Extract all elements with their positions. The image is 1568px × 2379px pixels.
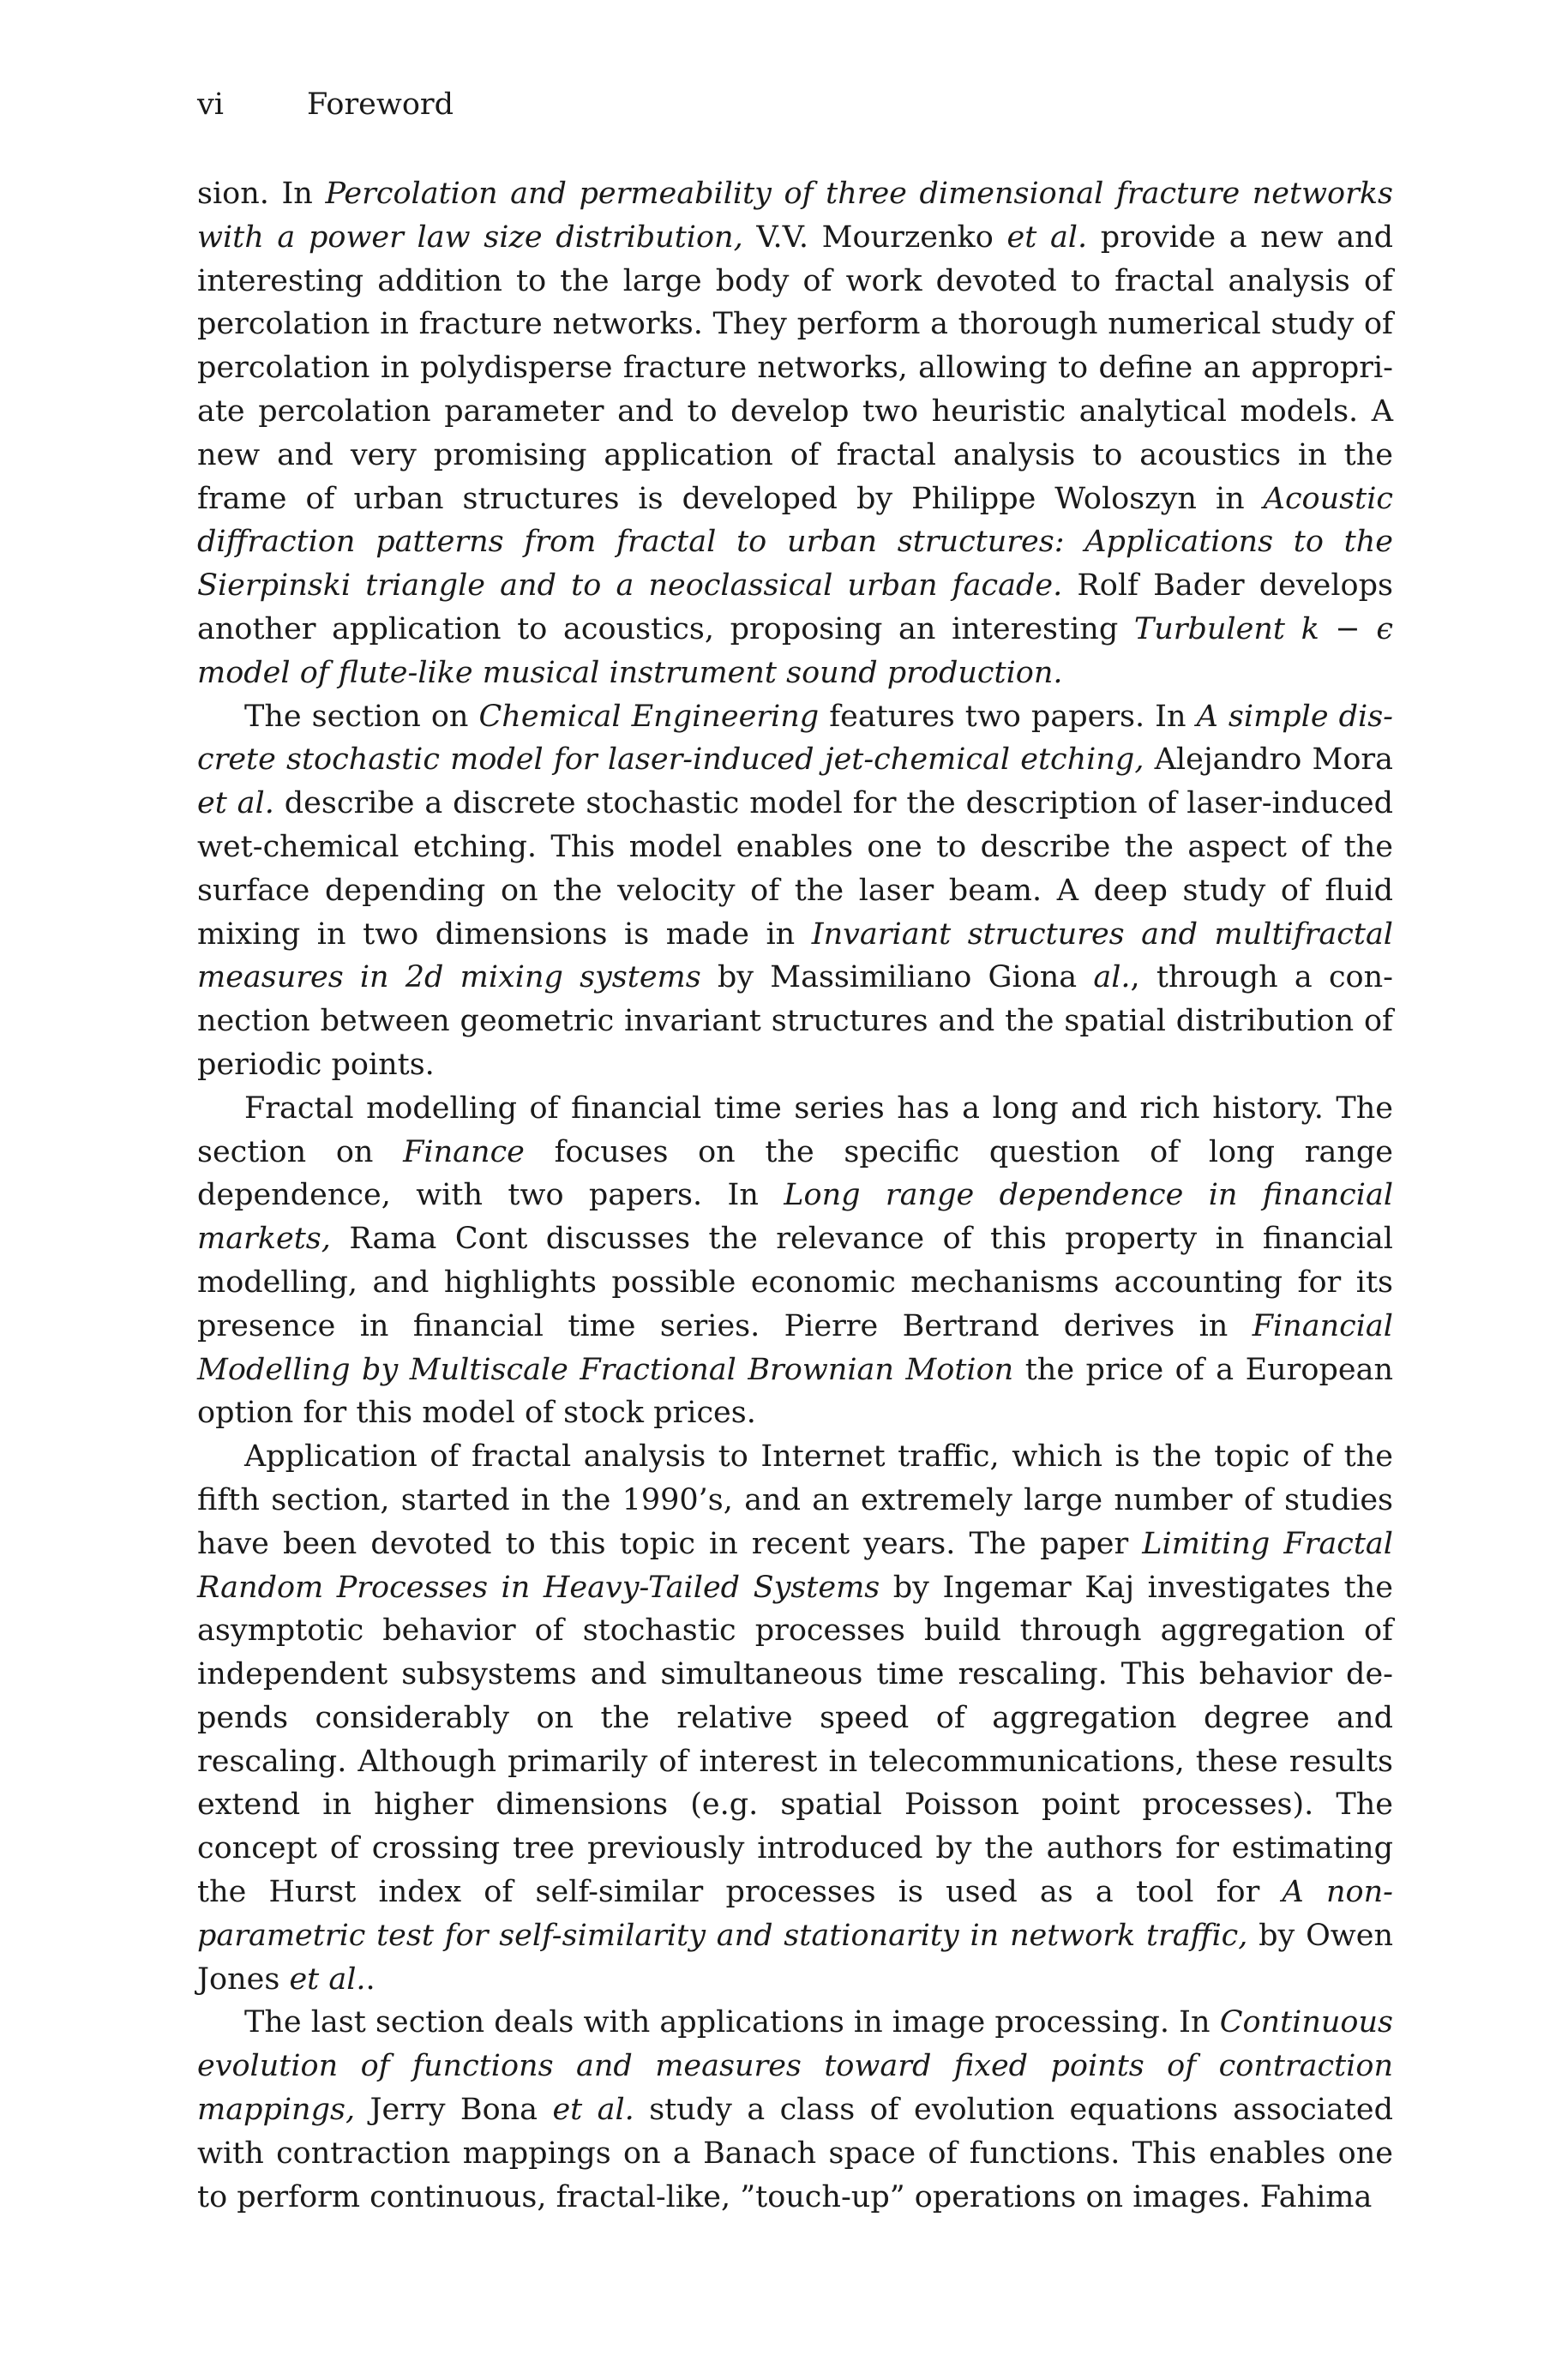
paragraph-percolation-acoustics [197, 172, 1393, 695]
text-run: provide a new and interesting addition to the large body of work devoted to fractal analysis of percolation in fracture networks. They perform a thorough numerical study of percolation in polydisperse fracture networks, allowing to define an appropriate percolation parameter and to develop two heuristic analytical models. A new and very promising application of fractal analysis to acoustics in the frame of urban structures is developed by Philippe Woloszyn in [197, 219, 1394, 516]
italic-title-run: et al. [552, 2093, 634, 2128]
text-run: Jerry Bona [355, 2093, 553, 2128]
italic-title-run: Chemical Engineering [478, 699, 820, 734]
paragraph-internet-traffic [197, 1435, 1393, 2001]
italic-title-run: A non-parametric test for self-similarity and stationarity in network traffic, [197, 1875, 1393, 1953]
italic-title-run: Acoustic diffraction patterns from fractal to urban structures: Applications to the Sierpinski triangle and to a neoclassical urban facade. [197, 481, 1393, 604]
text-run: focuses on the specific question of long range dependence, with two papers. In [197, 1134, 1393, 1213]
text-run: , through a connection between geometric invariant structures and the spatial distribution of periodic points. [197, 960, 1393, 1082]
text-run: The last section deals with applications in image processing. In [244, 2005, 1220, 2040]
italic-title-run: al. [1093, 960, 1131, 995]
text-run: describe a discrete stochastic model for the description of laser-induced wet-chemical etching. This model enables one to describe the aspect of the surface depending on the velocity of the laser beam. A deep study of fluid mixing in two dimensions is made in [197, 786, 1393, 952]
text-run: . [365, 1961, 375, 1997]
text-run: Rama Cont discusses the relevance of this property in financial modelling, and highlights possible economic mechanisms accounting for its presence in financial time series. Pierre Bertrand derives in [197, 1222, 1393, 1343]
paragraph-chemical-engineering [197, 695, 1393, 1087]
text-run: Rolf Bader develops another application to acoustics, proposing an interesting [197, 568, 1393, 646]
text-run: by Owen Jones [197, 1918, 1393, 1997]
italic-title-run: Percolation and permeability of three dimensional fracture networks with a power law size distribution, [197, 177, 1393, 255]
page-number: vi [197, 87, 224, 122]
italic-title-run: Long range dependence in financial markets, [197, 1178, 1394, 1257]
text-run: Fractal modelling of financial time series has a long and rich history. The section on [197, 1090, 1393, 1169]
text-run: V.V. Mourzenko [742, 219, 1007, 255]
text-run: Application of fractal analysis to Internet traffic, which is the topic of the fifth section, started in the 1990’s, and an extremely large number of studies have been devoted to this topic in recent years. The paper [197, 1439, 1393, 1561]
italic-title-run: et al. [289, 1961, 366, 1997]
body-text [197, 172, 1393, 2219]
paragraph-image-processing [197, 2001, 1393, 2219]
text-run: The section on [244, 699, 479, 734]
text-run: by Ingemar Kaj investigates the asymptotic behavior of stochastic processes build through aggregation of independent subsystems and simultaneous time rescaling. This behavior depends considerably on the relative speed of aggregation degree and rescaling. Although primarily of interest in telecommunications, these results extend in higher dimensions (e.g. spatial Poisson point processes). The concept of crossing tree previously introduced by the authors for estimating the Hurst index of self-similar processes is used as a tool for [197, 1570, 1393, 1910]
text-run: sion. In [197, 177, 326, 211]
italic-title-run: Turbulent k − ϵ model of flute-like musical instrument sound production. [197, 611, 1393, 690]
text-run: the price of a European option for this model of stock prices. [197, 1352, 1393, 1431]
italic-title-run: et al. [197, 786, 274, 821]
text-run: study a class of evolution equations associated with contraction mappings on a Banach space of functions. This enables one to perform continuous, fractal-like, ”touch-up” operations on images. Fahima [197, 2093, 1393, 2214]
italic-title-run: Continuous evolution of functions and measures toward fixed points of contraction mappings, [197, 2005, 1393, 2128]
italic-title-run: Limiting Fractal Random Processes in Heavy-Tailed Systems [197, 1526, 1393, 1605]
running-title: Foreword [307, 87, 454, 122]
italic-title-run: et al. [1006, 219, 1088, 255]
paragraph-finance [197, 1087, 1393, 1435]
italic-title-run: A simple discrete stochastic model for laser-induced jet-chemical etching, [197, 699, 1393, 778]
text-run: Alejandro Mora [1144, 742, 1393, 778]
text-run: features two papers. In [819, 699, 1197, 734]
running-header [197, 87, 454, 122]
italic-title-run: Finance [403, 1134, 525, 1169]
italic-title-run: Invariant structures and multifractal measures in 2d mixing systems [197, 916, 1393, 995]
text-run: by Massimiliano Giona [700, 960, 1094, 995]
italic-title-run: Financial Modelling by Multiscale Fractional Brownian Motion [197, 1308, 1393, 1387]
